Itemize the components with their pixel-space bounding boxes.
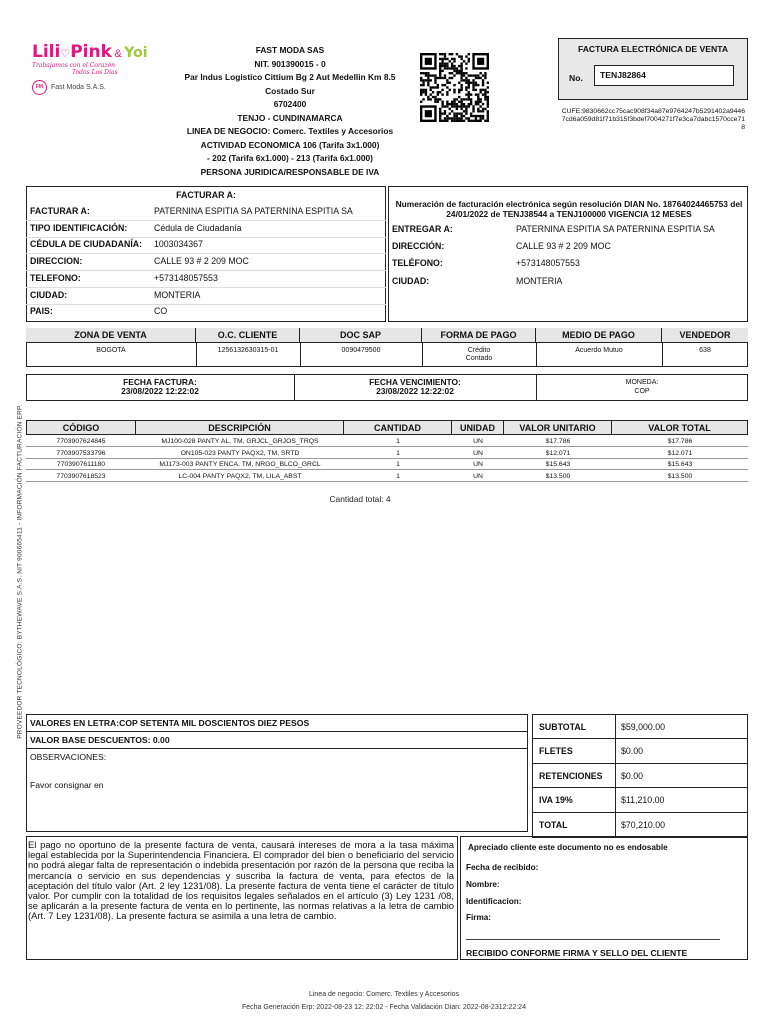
ship-to-value: PATERNINA ESPITIA SA PATERNINA ESPITIA SA bbox=[516, 224, 715, 234]
sale-info-header: ZONA DE VENTA bbox=[26, 328, 196, 343]
table-cell: $13.500 bbox=[667, 472, 693, 480]
totals-value: $0.00 bbox=[621, 770, 644, 781]
table-row bbox=[26, 471, 748, 482]
invoice-date-label: FECHA FACTURA: bbox=[123, 377, 197, 387]
ship-to-label: TELÉFONO: bbox=[392, 258, 443, 269]
totals-value: $70,210.00 bbox=[621, 820, 666, 831]
table-row bbox=[26, 448, 748, 459]
totals-row bbox=[532, 764, 748, 789]
totals-divider bbox=[615, 739, 616, 763]
due-date-label: FECHA VENCIMIENTO: bbox=[369, 377, 461, 387]
bill-to-row-divider bbox=[26, 304, 386, 305]
brand-name-pink: Pink bbox=[70, 42, 112, 62]
company-line: NIT. 901390015 - 0 bbox=[254, 58, 326, 69]
amount-in-words: VALORES EN LETRA:COP SETENTA MIL DOSCIENTOS DIEZ PESOS bbox=[30, 718, 310, 728]
company-header bbox=[170, 44, 410, 179]
table-cell: 7703907533796 bbox=[56, 449, 106, 457]
totals-box bbox=[532, 714, 748, 838]
bill-to-value: Cédula de Ciudadanía bbox=[154, 222, 242, 233]
table-cell: $15.643 bbox=[545, 461, 571, 468]
currency-value: COP bbox=[634, 388, 650, 395]
company-line: Costado Sur bbox=[265, 85, 315, 96]
table-cell: 1 bbox=[396, 438, 400, 445]
bill-to-label: CÉDULA DE CIUDADANÍA: bbox=[30, 239, 143, 250]
table-cell: UN bbox=[473, 449, 483, 457]
footer-line-2: Fecha Generación Erp: 2022-08-23 12: 22:02 - Fecha Validación Dian: 2022-08-2312:22:24 bbox=[242, 1004, 526, 1011]
invoice-title: FACTURA ELECTRÓNICA DE VENTA bbox=[577, 44, 729, 54]
table-cell: 1 bbox=[396, 449, 400, 457]
items-header: VALOR TOTAL bbox=[612, 420, 748, 435]
cufe: CUFE:9830662cc75cac908f34a87e9764247b5291402a94467cd6a059d81f71b315f3bdef7004271f7e3ca7dabc1570cce718 bbox=[561, 108, 745, 131]
table-cell: 7703907618523 bbox=[56, 472, 106, 480]
totals-value: $0.00 bbox=[621, 745, 644, 756]
invoice-title-box bbox=[558, 38, 748, 100]
sale-info-value: 0090479500 bbox=[341, 347, 381, 354]
ship-to-rows bbox=[390, 224, 746, 290]
receipt-footer: RECIBIDO CONFORME FIRMA Y SELLO DEL CLIENTE bbox=[466, 948, 688, 958]
brand-tagline-2: Todos Los Días bbox=[72, 69, 118, 76]
bill-to-value: MONTERIA bbox=[154, 289, 201, 300]
due-date-block bbox=[294, 378, 536, 396]
bill-to-label: TELEFONO: bbox=[30, 272, 81, 283]
totals-label: IVA 19% bbox=[539, 795, 573, 806]
totals-row bbox=[532, 714, 748, 739]
sale-info-cells bbox=[26, 328, 748, 367]
table-cell: UN bbox=[473, 438, 483, 445]
bill-to-value: +573148057553 bbox=[154, 272, 218, 283]
company-line: Par Indus Logistico Cittium Bg 2 Aut Medellin Km 8.5 bbox=[184, 72, 396, 82]
bill-to-value: 1003034367 bbox=[154, 239, 203, 250]
sale-info-header: O.C. CLIENTE bbox=[196, 328, 300, 343]
sale-info-value: Acuerdo Mutuo bbox=[575, 347, 623, 354]
total-quantity: Cantidad total: 4 bbox=[329, 494, 391, 504]
totals-label: TOTAL bbox=[539, 820, 568, 831]
table-cell: 1 bbox=[396, 472, 400, 480]
table-cell: $15.643 bbox=[667, 461, 693, 468]
bill-to-label: TIPO IDENTIFICACIÓN: bbox=[30, 222, 128, 233]
table-cell: $13.500 bbox=[545, 472, 571, 480]
table-cell: MJ173-003 PANTY ENCA, TM, NRGO_BLCO_GRCL bbox=[159, 461, 321, 468]
totals-label: SUBTOTAL bbox=[539, 722, 587, 732]
table-cell: $12.071 bbox=[667, 449, 693, 457]
table-cell: UN bbox=[473, 472, 483, 480]
ship-to-label: DIRECCIÓN: bbox=[392, 241, 445, 252]
items-header: DESCRIPCIÓN bbox=[136, 420, 344, 435]
bill-to-row-divider bbox=[26, 270, 386, 271]
totals-label: RETENCIONES bbox=[539, 770, 603, 781]
company-line: 6702400 bbox=[273, 99, 307, 109]
receipt-signature-field[interactable]: Firma: bbox=[466, 913, 492, 922]
discount-base: VALOR BASE DESCUENTOS: 0.00 bbox=[30, 735, 170, 745]
totals-divider bbox=[615, 764, 616, 788]
totals-value: $59,000.00 bbox=[621, 722, 666, 732]
table-cell: 7703907611180 bbox=[56, 461, 106, 468]
totals-row bbox=[532, 739, 748, 764]
items-header: VALOR UNITARIO bbox=[504, 420, 612, 435]
table-cell: 1 bbox=[396, 461, 400, 468]
bill-to-label: FACTURAR A: bbox=[30, 206, 90, 216]
fast-moda-emblem-icon: FM bbox=[32, 80, 47, 95]
ship-to-value: MONTERIA bbox=[516, 275, 563, 286]
items-header: UNIDAD bbox=[452, 420, 504, 435]
invoice-date-block bbox=[26, 378, 294, 396]
invoice-no-label: No. bbox=[569, 73, 583, 83]
bill-to-value: CO bbox=[154, 306, 168, 317]
bill-to-rows bbox=[28, 206, 384, 322]
receipt-name-field[interactable]: Nombre: bbox=[466, 880, 500, 889]
sale-info-header: DOC SAP bbox=[300, 328, 422, 343]
bill-to-row-divider bbox=[26, 287, 386, 288]
fast-moda-mark bbox=[32, 80, 106, 95]
table-cell: LC-004 PANTY PAQX2, TM, LILA_ABST bbox=[178, 472, 302, 480]
sale-info-header: VENDEDOR bbox=[662, 328, 748, 343]
bill-to-label: DIRECCION: bbox=[30, 256, 83, 267]
ship-to-value: +573148057553 bbox=[516, 258, 580, 269]
items-header: CANTIDAD bbox=[344, 420, 452, 435]
totals-divider bbox=[615, 788, 616, 812]
currency-block bbox=[536, 378, 748, 396]
totals-row bbox=[532, 813, 748, 838]
bill-to-row-divider bbox=[26, 253, 386, 254]
bill-to-label: CIUDAD: bbox=[30, 289, 68, 300]
table-cell: $12.071 bbox=[545, 449, 571, 457]
table-cell: UN bbox=[473, 461, 483, 468]
invoice-date-value: 23/08/2022 12:22:02 bbox=[121, 386, 199, 396]
payment-term-extra: Contado bbox=[465, 355, 493, 362]
company-line: PERSONA JURIDICA/RESPONSABLE DE IVA bbox=[200, 166, 380, 177]
receipt-notice: Apreciado cliente este documento no es endosable bbox=[468, 843, 668, 852]
dian-resolution: Numeración de facturación electrónica según resolución DIAN No. 18764024465753 del 24/01/2022 de TENJ38544 a TENJ100000 VIGENCIA 12 MESES bbox=[395, 199, 743, 219]
ship-to-label: ENTREGAR A: bbox=[392, 224, 453, 234]
sale-info-value: 638 bbox=[699, 347, 711, 354]
ship-to-label: CIUDAD: bbox=[392, 275, 430, 286]
bill-to-row-divider bbox=[26, 237, 386, 238]
brand-tagline-1: Trabajamos con el Corazón bbox=[32, 62, 115, 69]
table-row bbox=[26, 459, 748, 470]
provider-side-note: PROVEEDOR TECNOLÓGICO: BYTHEWAVE S.A.S. NIT 900665411 - INFORMACIÓN FACTURACIÓN ERP. bbox=[16, 404, 24, 739]
receipt-date-field[interactable]: Fecha de recibido: bbox=[466, 863, 539, 872]
totals-label: FLETES bbox=[539, 745, 573, 756]
bill-to-row-divider bbox=[26, 220, 386, 221]
table-cell: 7703907624845 bbox=[56, 438, 106, 445]
sale-info-value: BOGOTA bbox=[96, 347, 126, 354]
observations-text: Favor consignar en bbox=[30, 780, 104, 790]
totals-row bbox=[532, 788, 748, 813]
bill-to-value: CALLE 93 # 2 209 MOC bbox=[154, 256, 249, 267]
due-date-value: 23/08/2022 12:22:02 bbox=[376, 386, 454, 396]
table-cell: ON105-023 PANTY PAQX2, TM, SRTD bbox=[180, 449, 300, 457]
bill-to-value: PATERNINA ESPITIA SA PATERNINA ESPITIA SA bbox=[154, 206, 353, 216]
company-line: TENJO - CUNDINAMARCA bbox=[237, 112, 343, 123]
items-header: CÓDIGO bbox=[26, 420, 136, 435]
bill-to-heading: FACTURAR A: bbox=[176, 190, 236, 200]
ship-to-value: CALLE 93 # 2 209 MOC bbox=[516, 241, 611, 252]
table-cell: $17.786 bbox=[545, 438, 571, 445]
sale-info-value: Crédito bbox=[467, 347, 491, 354]
brand-name-lili: Lili bbox=[32, 42, 61, 62]
receipt-id-field[interactable]: Identificacion: bbox=[466, 897, 522, 906]
table-cell: MJ100-028 PANTY AL, TM, GRJCL_GRJOS_TRQS bbox=[161, 438, 319, 445]
totals-divider bbox=[615, 715, 616, 739]
totals-divider bbox=[615, 813, 616, 837]
observations-label: OBSERVACIONES: bbox=[30, 752, 107, 762]
sale-info-value: 1256132630315-01 bbox=[217, 347, 279, 354]
company-line: FAST MODA SAS bbox=[255, 45, 325, 55]
currency-label: MONEDA: bbox=[625, 379, 659, 386]
qr-code-icon bbox=[420, 53, 489, 122]
fast-moda-label: Fast Moda S.A.S. bbox=[51, 84, 106, 91]
sale-info-header: MEDIO DE PAGO bbox=[536, 328, 662, 343]
invoice-number-value: TENJ82864 bbox=[600, 70, 646, 80]
company-line: LINEA DE NEGOCIO: Comerc. Textiles y Accesorios bbox=[186, 126, 394, 136]
sale-info-header: FORMA DE PAGO bbox=[422, 328, 536, 343]
table-row bbox=[26, 436, 748, 447]
invoice-number bbox=[594, 65, 734, 86]
totals-value: $11,210.00 bbox=[621, 795, 665, 806]
table-cell: $17.786 bbox=[667, 438, 693, 445]
brand-logo: Lili♡Pink & Yoi Trabajamos con el Corazón Todos Los Días bbox=[32, 42, 148, 76]
company-line: - 202 (Tarifa 6x1.000) - 213 (Tarifa 6x1.000) bbox=[207, 153, 373, 163]
company-line: ACTIVIDAD ECONOMICA 106 (Tarifa 3x1.000) bbox=[200, 139, 380, 150]
brand-name-yoi: Yoi bbox=[124, 45, 148, 61]
legal-text: El pago no oportuno de la presente factura de venta, causará intereses de mora a la tasa máxima legal establecida por la Superintendencia Financiera. El comprador del bien o beneficiario del servicio no podrá alegar falta de representación o indebida presentación por razón de la persona que reciba la mercancía o servicio en sus dependencias y suscriba la factura de venta, para efectos de la aceptación del título valor (Art. 2 ley 1231/08). La presente factura de venta tiene el carácter de título valor. Por cumplir con la totalidad de los requisitos legales señalados en el artículo (3) Ley 1231 /08, se aplicarán a la presente factura de venta en lo pertinente, las normas relativas a la letra de cambio (Art. 7 Ley 1231/08). La presente factura se asimila a una letra de cambio. bbox=[28, 839, 454, 922]
footer-line-1: Linea de negocio: Comerc. Textiles y Accesorios bbox=[308, 991, 460, 998]
brand-amp: & bbox=[114, 48, 122, 60]
bill-to-label: PAIS: bbox=[30, 306, 53, 317]
